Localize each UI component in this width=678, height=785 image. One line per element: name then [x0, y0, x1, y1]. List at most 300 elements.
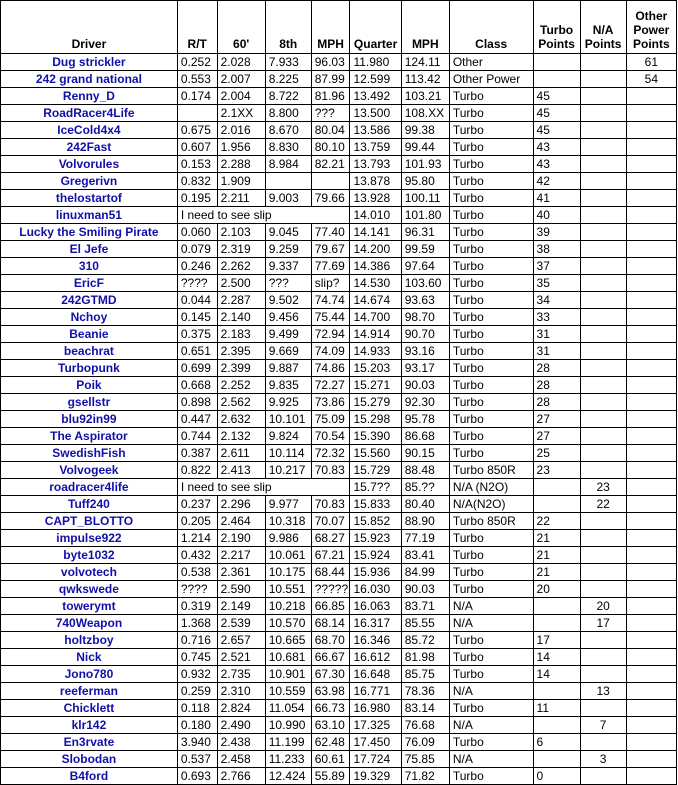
turbo-points-cell — [533, 479, 580, 496]
other-power-points-cell: 54 — [626, 71, 676, 88]
table-row — [1, 88, 677, 105]
na-points-cell — [580, 292, 626, 309]
other-power-points-cell — [626, 343, 676, 360]
table-row — [1, 734, 677, 751]
turbo-points-cell — [533, 683, 580, 700]
eighth-mph-cell: 72.32 — [311, 445, 350, 462]
turbo-points-cell — [533, 496, 580, 513]
other-power-points-cell — [626, 241, 676, 258]
table-row — [1, 105, 677, 122]
driver-cell: Slobodan — [1, 751, 178, 768]
class-cell: Other Power — [449, 71, 533, 88]
reaction-time-cell: 0.195 — [177, 190, 217, 207]
reaction-time-cell: 0.822 — [177, 462, 217, 479]
eighth-mph-cell: 80.10 — [311, 139, 350, 156]
sixty-foot-cell: 2.590 — [217, 581, 265, 598]
class-cell: Turbo — [449, 173, 533, 190]
quarter-mile-cell: 15.833 — [350, 496, 401, 513]
turbo-points-cell: 21 — [533, 530, 580, 547]
eighth-mph-cell: 66.73 — [311, 700, 350, 717]
quarter-mile-cell: 15.279 — [350, 394, 401, 411]
turbo-points-cell: 20 — [533, 581, 580, 598]
sixty-foot-cell: 2.288 — [217, 156, 265, 173]
sixty-foot-cell: 2.211 — [217, 190, 265, 207]
driver-cell: CAPT_BLOTTO — [1, 513, 178, 530]
driver-cell: towerymt — [1, 598, 178, 615]
driver-cell: Dug strickler — [1, 54, 178, 71]
sixty-foot-cell: 2.361 — [217, 564, 265, 581]
header-eighth-mph: MPH — [311, 1, 350, 54]
quarter-mile-cell: 17.325 — [350, 717, 401, 734]
na-points-cell — [580, 462, 626, 479]
eighth-mile-cell: 9.925 — [265, 394, 311, 411]
eighth-mph-cell: 72.27 — [311, 377, 350, 394]
table-row — [1, 292, 677, 309]
quarter-mile-cell: 13.928 — [350, 190, 401, 207]
class-cell: Turbo — [449, 156, 533, 173]
quarter-mph-cell: 76.68 — [401, 717, 449, 734]
table-row — [1, 462, 677, 479]
quarter-mile-cell: 14.933 — [350, 343, 401, 360]
sixty-foot-cell: 2.319 — [217, 241, 265, 258]
turbo-points-cell: 27 — [533, 411, 580, 428]
class-cell: Turbo — [449, 309, 533, 326]
eighth-mph-cell: 74.09 — [311, 343, 350, 360]
sixty-foot-cell: 2.657 — [217, 632, 265, 649]
reaction-time-cell: 0.699 — [177, 360, 217, 377]
table-row — [1, 360, 677, 377]
eighth-mile-cell: 9.456 — [265, 309, 311, 326]
driver-cell: Chicklett — [1, 700, 178, 717]
sixty-foot-cell: 2.735 — [217, 666, 265, 683]
driver-cell: SwedishFish — [1, 445, 178, 462]
class-cell: Turbo — [449, 564, 533, 581]
eighth-mile-cell: 11.054 — [265, 700, 311, 717]
na-points-cell — [580, 156, 626, 173]
other-power-points-cell — [626, 683, 676, 700]
class-cell: N/A — [449, 598, 533, 615]
eighth-mile-cell: 11.233 — [265, 751, 311, 768]
quarter-mile-cell: 16.346 — [350, 632, 401, 649]
header-quarter-mile: Quarter — [350, 1, 401, 54]
reaction-time-cell: 0.205 — [177, 513, 217, 530]
other-power-points-cell — [626, 292, 676, 309]
reaction-time-cell: 0.693 — [177, 768, 217, 785]
sixty-foot-cell: 2.438 — [217, 734, 265, 751]
na-points-cell — [580, 190, 626, 207]
quarter-mile-cell: 14.530 — [350, 275, 401, 292]
reaction-time-cell: 0.246 — [177, 258, 217, 275]
other-power-points-cell — [626, 462, 676, 479]
turbo-points-cell: 43 — [533, 139, 580, 156]
na-points-cell — [580, 768, 626, 785]
quarter-mph-cell: 99.38 — [401, 122, 449, 139]
class-cell: Turbo — [449, 207, 533, 224]
table-row — [1, 156, 677, 173]
reaction-time-cell: 0.898 — [177, 394, 217, 411]
turbo-points-cell: 28 — [533, 360, 580, 377]
other-power-points-cell: 61 — [626, 54, 676, 71]
table-row — [1, 530, 677, 547]
eighth-mph-cell: 60.61 — [311, 751, 350, 768]
header-row — [1, 1, 677, 54]
driver-cell: En3rvate — [1, 734, 178, 751]
quarter-mph-cell: 76.09 — [401, 734, 449, 751]
reaction-time-cell: 0.375 — [177, 326, 217, 343]
quarter-mile-cell: 15.390 — [350, 428, 401, 445]
eighth-mph-cell: slip? — [311, 275, 350, 292]
eighth-mile-cell: 10.114 — [265, 445, 311, 462]
eighth-mph-cell: 96.03 — [311, 54, 350, 71]
other-power-points-cell — [626, 224, 676, 241]
eighth-mph-cell: 68.44 — [311, 564, 350, 581]
other-power-points-cell — [626, 207, 676, 224]
other-power-points-cell — [626, 105, 676, 122]
quarter-mph-cell: 95.80 — [401, 173, 449, 190]
turbo-points-cell — [533, 751, 580, 768]
table-row — [1, 71, 677, 88]
reaction-time-cell: 0.387 — [177, 445, 217, 462]
eighth-mph-cell: 75.44 — [311, 309, 350, 326]
driver-cell: gsellstr — [1, 394, 178, 411]
quarter-mile-cell: 15.924 — [350, 547, 401, 564]
turbo-points-cell: 17 — [533, 632, 580, 649]
na-points-cell — [580, 649, 626, 666]
class-cell: Turbo — [449, 190, 533, 207]
reaction-time-cell: 0.538 — [177, 564, 217, 581]
sixty-foot-cell: 2.007 — [217, 71, 265, 88]
na-points-cell: 13 — [580, 683, 626, 700]
reaction-time-cell: 0.607 — [177, 139, 217, 156]
driver-cell: Volvogeek — [1, 462, 178, 479]
quarter-mph-cell: 75.85 — [401, 751, 449, 768]
quarter-mph-cell: 108.XX — [401, 105, 449, 122]
eighth-mph-cell: 62.48 — [311, 734, 350, 751]
table-row — [1, 224, 677, 241]
class-cell: Turbo — [449, 139, 533, 156]
table-row — [1, 411, 677, 428]
quarter-mile-cell: 15.923 — [350, 530, 401, 547]
quarter-mile-cell: 14.386 — [350, 258, 401, 275]
class-cell: Turbo — [449, 649, 533, 666]
table-row — [1, 343, 677, 360]
eighth-mile-cell: 9.977 — [265, 496, 311, 513]
other-power-points-cell — [626, 258, 676, 275]
sixty-foot-cell: 2.217 — [217, 547, 265, 564]
other-power-points-cell — [626, 717, 676, 734]
na-points-cell — [580, 88, 626, 105]
sixty-foot-cell: 2.611 — [217, 445, 265, 462]
turbo-points-cell: 37 — [533, 258, 580, 275]
table-row — [1, 615, 677, 632]
class-cell: N/A — [449, 683, 533, 700]
eighth-mph-cell: 74.74 — [311, 292, 350, 309]
eighth-mph-cell: ??? — [311, 105, 350, 122]
slip-note-cell: I need to see slip — [177, 207, 350, 224]
na-points-cell: 17 — [580, 615, 626, 632]
header-other-power-points: Other Power Points — [626, 1, 676, 54]
quarter-mph-cell: 88.48 — [401, 462, 449, 479]
sixty-foot-cell: 2.140 — [217, 309, 265, 326]
driver-cell: 242Fast — [1, 139, 178, 156]
reaction-time-cell: 0.537 — [177, 751, 217, 768]
turbo-points-cell: 40 — [533, 207, 580, 224]
quarter-mile-cell: 16.612 — [350, 649, 401, 666]
eighth-mile-cell: 10.061 — [265, 547, 311, 564]
turbo-points-cell: 21 — [533, 547, 580, 564]
eighth-mile-cell: 9.259 — [265, 241, 311, 258]
eighth-mile-cell: 10.901 — [265, 666, 311, 683]
na-points-cell — [580, 666, 626, 683]
reaction-time-cell: 0.237 — [177, 496, 217, 513]
sixty-foot-cell: 2.464 — [217, 513, 265, 530]
eighth-mile-cell: 9.887 — [265, 360, 311, 377]
class-cell: Turbo — [449, 632, 533, 649]
quarter-mile-cell: 14.200 — [350, 241, 401, 258]
eighth-mile-cell: 7.933 — [265, 54, 311, 71]
class-cell: N/A(N2O) — [449, 496, 533, 513]
reaction-time-cell: 0.651 — [177, 343, 217, 360]
class-cell: Turbo — [449, 666, 533, 683]
sixty-foot-cell: 2.103 — [217, 224, 265, 241]
eighth-mile-cell — [265, 173, 311, 190]
quarter-mph-cell: 93.63 — [401, 292, 449, 309]
quarter-mph-cell: 103.60 — [401, 275, 449, 292]
quarter-mile-cell: 15.936 — [350, 564, 401, 581]
quarter-mile-cell: 13.500 — [350, 105, 401, 122]
other-power-points-cell — [626, 496, 676, 513]
turbo-points-cell — [533, 71, 580, 88]
eighth-mile-cell: 10.990 — [265, 717, 311, 734]
na-points-cell — [580, 241, 626, 258]
turbo-points-cell: 41 — [533, 190, 580, 207]
driver-cell: Tuff240 — [1, 496, 178, 513]
quarter-mph-cell: 99.44 — [401, 139, 449, 156]
class-cell: Turbo — [449, 275, 533, 292]
reaction-time-cell: 0.079 — [177, 241, 217, 258]
eighth-mile-cell: 8.984 — [265, 156, 311, 173]
quarter-mph-cell: 97.64 — [401, 258, 449, 275]
class-cell: Turbo — [449, 411, 533, 428]
turbo-points-cell: 39 — [533, 224, 580, 241]
eighth-mile-cell: 10.559 — [265, 683, 311, 700]
eighth-mile-cell: 9.824 — [265, 428, 311, 445]
sixty-foot-cell: 2.395 — [217, 343, 265, 360]
turbo-points-cell: 14 — [533, 649, 580, 666]
reaction-time-cell: 0.259 — [177, 683, 217, 700]
turbo-points-cell: 25 — [533, 445, 580, 462]
quarter-mile-cell: 16.030 — [350, 581, 401, 598]
other-power-points-cell — [626, 122, 676, 139]
turbo-points-cell: 42 — [533, 173, 580, 190]
quarter-mile-cell: 16.317 — [350, 615, 401, 632]
table-row — [1, 275, 677, 292]
quarter-mph-cell: 90.15 — [401, 445, 449, 462]
driver-cell: 242GTMD — [1, 292, 178, 309]
quarter-mile-cell: 13.586 — [350, 122, 401, 139]
class-cell: Turbo — [449, 547, 533, 564]
na-points-cell — [580, 700, 626, 717]
quarter-mph-cell: 85.55 — [401, 615, 449, 632]
quarter-mph-cell: 85.75 — [401, 666, 449, 683]
driver-cell: klr142 — [1, 717, 178, 734]
eighth-mile-cell: 10.217 — [265, 462, 311, 479]
quarter-mph-cell: 113.42 — [401, 71, 449, 88]
driver-cell: byte1032 — [1, 547, 178, 564]
class-cell: Turbo — [449, 88, 533, 105]
eighth-mph-cell: 67.21 — [311, 547, 350, 564]
table-row — [1, 649, 677, 666]
table-row — [1, 479, 677, 496]
na-points-cell — [580, 360, 626, 377]
table-row — [1, 717, 677, 734]
class-cell: Turbo — [449, 445, 533, 462]
class-cell: Turbo — [449, 292, 533, 309]
turbo-points-cell: 31 — [533, 326, 580, 343]
driver-cell: impulse922 — [1, 530, 178, 547]
quarter-mph-cell: 85.?? — [401, 479, 449, 496]
eighth-mph-cell: 87.99 — [311, 71, 350, 88]
quarter-mph-cell: 98.70 — [401, 309, 449, 326]
sixty-foot-cell: 2.521 — [217, 649, 265, 666]
other-power-points-cell — [626, 428, 676, 445]
eighth-mph-cell: 63.10 — [311, 717, 350, 734]
table-row — [1, 581, 677, 598]
na-points-cell — [580, 428, 626, 445]
quarter-mph-cell: 95.78 — [401, 411, 449, 428]
reaction-time-cell: 0.252 — [177, 54, 217, 71]
driver-cell: Beanie — [1, 326, 178, 343]
quarter-mph-cell: 99.59 — [401, 241, 449, 258]
eighth-mph-cell: 70.83 — [311, 462, 350, 479]
quarter-mph-cell: 90.03 — [401, 377, 449, 394]
driver-cell: thelostartof — [1, 190, 178, 207]
sixty-foot-cell: 2.262 — [217, 258, 265, 275]
table-row — [1, 700, 677, 717]
quarter-mph-cell: 80.40 — [401, 496, 449, 513]
eighth-mph-cell: 77.69 — [311, 258, 350, 275]
eighth-mile-cell: 8.830 — [265, 139, 311, 156]
sixty-foot-cell: 2.1XX — [217, 105, 265, 122]
other-power-points-cell — [626, 649, 676, 666]
class-cell: Turbo — [449, 768, 533, 785]
other-power-points-cell — [626, 156, 676, 173]
other-power-points-cell — [626, 88, 676, 105]
na-points-cell — [580, 105, 626, 122]
class-cell: N/A — [449, 751, 533, 768]
header-turbo-points: Turbo Points — [533, 1, 580, 54]
table-row — [1, 751, 677, 768]
sixty-foot-cell: 1.909 — [217, 173, 265, 190]
eighth-mile-cell: 9.045 — [265, 224, 311, 241]
sixty-foot-cell: 2.252 — [217, 377, 265, 394]
eighth-mile-cell: 10.570 — [265, 615, 311, 632]
driver-cell: 310 — [1, 258, 178, 275]
quarter-mile-cell: 15.203 — [350, 360, 401, 377]
slip-note-cell: I need to see slip — [177, 479, 350, 496]
na-points-cell — [580, 207, 626, 224]
other-power-points-cell — [626, 547, 676, 564]
quarter-mph-cell: 124.11 — [401, 54, 449, 71]
class-cell: Turbo 850R — [449, 462, 533, 479]
sixty-foot-cell: 2.296 — [217, 496, 265, 513]
eighth-mile-cell: 8.670 — [265, 122, 311, 139]
sixty-foot-cell: 2.190 — [217, 530, 265, 547]
turbo-points-cell: 45 — [533, 122, 580, 139]
header-reaction-time: R/T — [177, 1, 217, 54]
na-points-cell — [580, 411, 626, 428]
other-power-points-cell — [626, 326, 676, 343]
na-points-cell — [580, 122, 626, 139]
eighth-mile-cell: 10.101 — [265, 411, 311, 428]
eighth-mph-cell: 63.98 — [311, 683, 350, 700]
other-power-points-cell — [626, 530, 676, 547]
reaction-time-cell: 0.675 — [177, 122, 217, 139]
quarter-mile-cell: 15.560 — [350, 445, 401, 462]
na-points-cell — [580, 377, 626, 394]
eighth-mile-cell: 8.225 — [265, 71, 311, 88]
eighth-mile-cell: 8.800 — [265, 105, 311, 122]
turbo-points-cell — [533, 717, 580, 734]
reaction-time-cell: ???? — [177, 275, 217, 292]
class-cell: Turbo — [449, 241, 533, 258]
driver-cell: Gregerivn — [1, 173, 178, 190]
other-power-points-cell — [626, 615, 676, 632]
driver-cell: linuxman51 — [1, 207, 178, 224]
class-cell: Turbo — [449, 377, 533, 394]
sixty-foot-cell: 2.149 — [217, 598, 265, 615]
table-row — [1, 598, 677, 615]
table-body — [1, 54, 677, 785]
quarter-mph-cell: 101.93 — [401, 156, 449, 173]
table-row — [1, 445, 677, 462]
quarter-mile-cell: 13.878 — [350, 173, 401, 190]
eighth-mile-cell: 9.337 — [265, 258, 311, 275]
sixty-foot-cell: 1.956 — [217, 139, 265, 156]
sixty-foot-cell: 2.562 — [217, 394, 265, 411]
eighth-mph-cell: 67.30 — [311, 666, 350, 683]
quarter-mph-cell: 90.03 — [401, 581, 449, 598]
quarter-mph-cell: 71.82 — [401, 768, 449, 785]
na-points-cell — [580, 309, 626, 326]
reaction-time-cell: 0.745 — [177, 649, 217, 666]
quarter-mile-cell: 16.980 — [350, 700, 401, 717]
header-eighth-mile: 8th — [265, 1, 311, 54]
driver-cell: reeferman — [1, 683, 178, 700]
quarter-mile-cell: 15.271 — [350, 377, 401, 394]
class-cell: Turbo — [449, 360, 533, 377]
reaction-time-cell: 0.553 — [177, 71, 217, 88]
table-row — [1, 241, 677, 258]
quarter-mph-cell: 92.30 — [401, 394, 449, 411]
table-row — [1, 428, 677, 445]
table-row — [1, 309, 677, 326]
eighth-mile-cell: 9.669 — [265, 343, 311, 360]
na-points-cell — [580, 258, 626, 275]
sixty-foot-cell: 2.183 — [217, 326, 265, 343]
turbo-points-cell: 22 — [533, 513, 580, 530]
reaction-time-cell: ???? — [177, 581, 217, 598]
class-cell: Turbo — [449, 105, 533, 122]
driver-cell: Nchoy — [1, 309, 178, 326]
driver-cell: Volvorules — [1, 156, 178, 173]
eighth-mph-cell: 72.94 — [311, 326, 350, 343]
quarter-mile-cell: 14.700 — [350, 309, 401, 326]
quarter-mile-cell: 13.492 — [350, 88, 401, 105]
eighth-mph-cell: 68.27 — [311, 530, 350, 547]
driver-cell: Turbopunk — [1, 360, 178, 377]
turbo-points-cell — [533, 598, 580, 615]
